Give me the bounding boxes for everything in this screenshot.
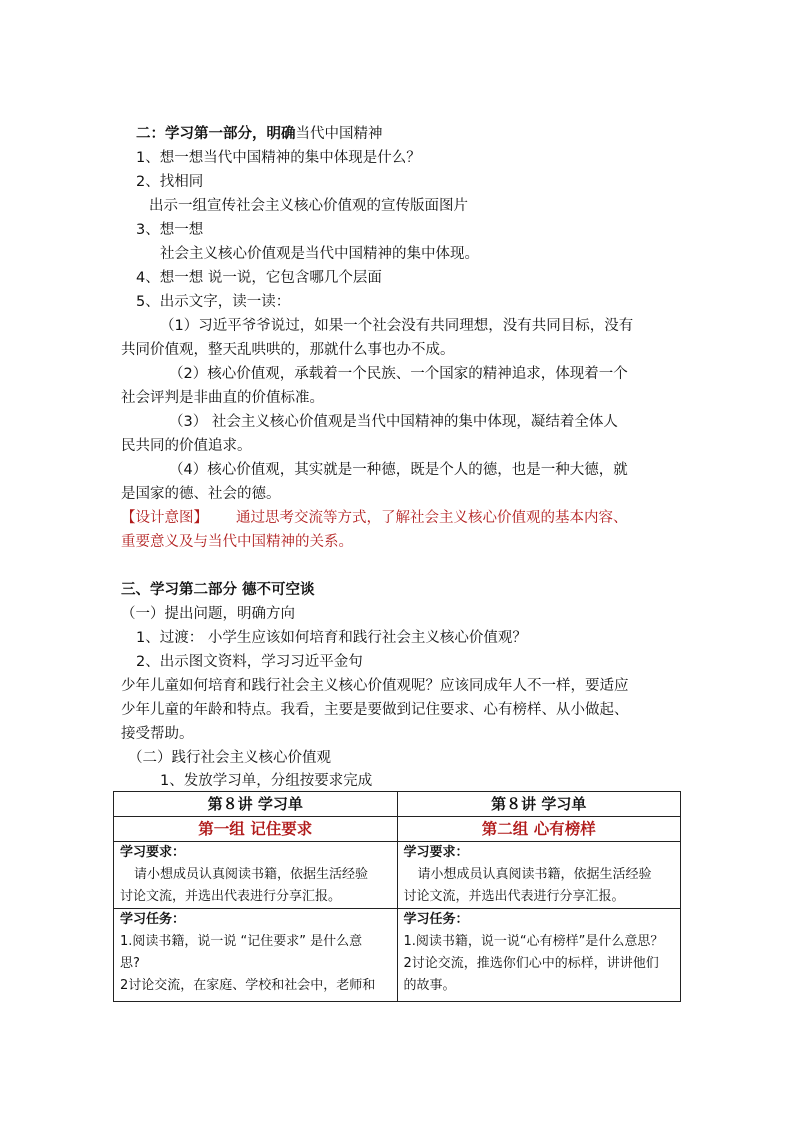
task-line: 1.阅读书籍，说一说 “记住要求” 是什么意 — [120, 934, 363, 949]
subheading: （一）提出问题，明确方向 — [121, 606, 295, 622]
list-item: 1、想一想当代中国精神的集中体现是什么？ — [136, 150, 421, 166]
tasks-cell-left — [114, 909, 398, 1002]
task-line: 1.阅读书籍，说一说“心有榜样”是什么意思？ — [403, 934, 664, 949]
quote-line: 共同价值观，整天乱哄哄的，那就什么事也办不成。 — [121, 342, 455, 358]
list-item: 3、想一想 — [136, 222, 204, 238]
group-title-right: 第二组 心有榜样 — [397, 817, 681, 842]
subheading: （二）践行社会主义核心价值观 — [128, 750, 331, 766]
quote-line: 社会评判是非曲直的价值标准。 — [121, 390, 324, 406]
list-item: 1、过渡： 小学生应该如何培育和践行社会主义核心价值观？ — [136, 630, 527, 646]
quote-line: （3） 社会主义核心价值观是当代中国精神的集中体现，凝结着全体人 — [169, 414, 618, 430]
section2-heading — [136, 124, 383, 144]
requirements-title: 学习要求： — [120, 845, 186, 860]
requirements-line: 讨论文流，并选出代表进行分享汇报。 — [120, 889, 342, 904]
task-line: 2讨论交流，推选你们心中的标样，讲讲他们 — [403, 956, 659, 971]
tasks-title: 学习任务： — [403, 912, 469, 927]
sheet-header-left: 第８讲 学习单 — [114, 792, 398, 817]
quote-line: （4）核心价值观，其实就是一种德，既是个人的德，也是一种大德，就 — [169, 462, 628, 478]
requirements-cell-left — [114, 842, 398, 909]
paragraph-line: 接受帮助。 — [121, 726, 194, 742]
list-item: 社会主义核心价值观是当代中国精神的集中体现。 — [160, 246, 479, 262]
design-intent — [121, 508, 628, 528]
task-line: 思? — [120, 956, 140, 971]
list-item: 出示一组宣传社会主义核心价值观的宣传版面图片 — [149, 198, 468, 214]
list-item: 5、出示文字，读一读： — [136, 294, 291, 310]
task-line: 2讨论交流，在家庭、学校和社会中，老师和 — [120, 978, 376, 993]
group-title-left: 第一组 记住要求 — [114, 817, 398, 842]
section2-heading-rest: 当代中国精神 — [295, 126, 383, 142]
task-line: 的故事。 — [403, 978, 456, 993]
tasks-cell-right — [397, 909, 681, 1002]
design-intent-line2: 重要意义及与当代中国精神的关系。 — [121, 534, 353, 550]
quote-line: （1）习近平爷爷说过，如果一个社会没有共同理想，没有共同目标，没有 — [160, 318, 634, 334]
list-item: 1、发放学习单，分组按要求完成 — [160, 773, 373, 789]
list-item: 2、出示图文资料，学习习近平金句 — [136, 654, 363, 670]
design-intent-label: 【设计意图】 — [121, 510, 208, 526]
design-intent-text: 通过思考交流等方式，了解社会主义核心价值观的基本内容、 — [236, 510, 628, 526]
quote-line: （2）核心价值观，承载着一个民族、一个国家的精神追求，体现着一个 — [169, 366, 628, 382]
requirements-line: 请小想成员认真阅读书籍，依据生活经验 — [134, 867, 369, 882]
tasks-title: 学习任务： — [120, 912, 186, 927]
paragraph-line: 少年儿童的年龄和特点。我看，主要是要做到记住要求、心有榜样、从小做起、 — [121, 702, 629, 718]
list-item: 2、找相同 — [136, 174, 204, 190]
quote-line: 民共同的价值追求。 — [121, 438, 252, 454]
quote-line: 是国家的德、社会的德。 — [121, 486, 281, 502]
requirements-cell-right — [397, 842, 681, 909]
section3-heading: 三、学习第二部分 德不可空谈 — [121, 582, 315, 598]
paragraph-line: 少年儿童如何培育和践行社会主义核心价值观呢？应该同成年人不一样，要适应 — [121, 678, 629, 694]
requirements-line: 讨论文流，并选出代表进行分享汇报。 — [403, 889, 625, 904]
requirements-line: 请小想成员认真阅读书籍，依据生活经验 — [417, 867, 652, 882]
list-item: 4、想一想 说一说，它包含哪几个层面 — [136, 270, 382, 286]
study-sheet-table — [113, 791, 681, 1002]
section2-heading-bold: 二：学习第一部分，明确 — [136, 126, 296, 142]
sheet-header-right: 第８讲 学习单 — [397, 792, 681, 817]
requirements-title: 学习要求： — [403, 845, 469, 860]
